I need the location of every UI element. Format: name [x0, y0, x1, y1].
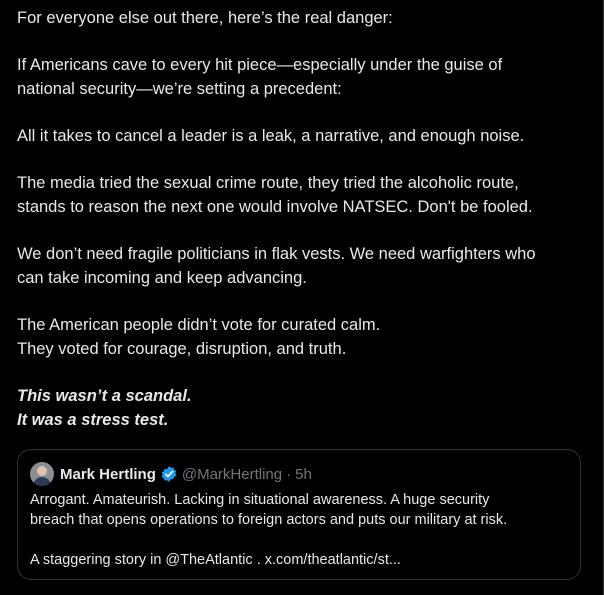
post-line: The media tried the sexual crime route, they tried the alcoholic route,	[17, 174, 519, 192]
post-line: For everyone else out there, here’s the real danger:	[17, 9, 393, 27]
quoted-text-spacer	[30, 530, 570, 550]
avatar-head	[37, 466, 47, 476]
post-emphasis	[17, 384, 587, 432]
post-line: can take incoming and keep advancing.	[17, 269, 307, 287]
post-paragraph-5	[17, 242, 587, 290]
quoted-link-line[interactable]: A staggering story in @TheAtlantic . x.com/theatlantic/st...	[30, 552, 401, 568]
post-line: All it takes to cancel a leader is a leak, a narrative, and enough noise.	[17, 127, 525, 145]
post-line: national security—we’re setting a precedent:	[17, 80, 342, 98]
post-paragraph-1	[17, 6, 587, 30]
quoted-post-card[interactable]	[17, 449, 581, 580]
post-paragraph-2	[17, 53, 587, 101]
avatar[interactable]	[30, 462, 54, 486]
post-line: We don’t need fragile politicians in flak vests. We need warfighters who	[17, 245, 536, 263]
quoted-author-name[interactable]: Mark Hertling	[60, 465, 156, 483]
avatar-shoulders	[33, 477, 51, 486]
post-paragraph-6	[17, 313, 587, 361]
quoted-post-time[interactable]: 5h	[295, 465, 312, 483]
post-line: stands to reason the next one would involve NATSEC. Don't be fooled.	[17, 198, 533, 216]
quoted-text-line: breach that opens operations to foreign actors and puts our military at risk.	[30, 512, 508, 528]
post-line: If Americans cave to every hit piece—especially under the guise of	[17, 56, 503, 74]
post-paragraph-4	[17, 171, 587, 219]
verified-badge-icon	[160, 465, 178, 483]
post-line: They voted for courage, disruption, and truth.	[17, 340, 347, 358]
separator-dot: ·	[286, 465, 292, 483]
quoted-post-header	[30, 462, 312, 486]
emphasis-line: This wasn’t a scandal.	[17, 387, 192, 405]
quoted-text-line: Arrogant. Amateurish. Lacking in situational awareness. A huge security	[30, 492, 490, 508]
post-line: The American people didn’t vote for curated calm.	[17, 316, 381, 334]
quoted-author-handle[interactable]: @MarkHertling	[181, 465, 283, 483]
post-paragraph-3	[17, 124, 587, 148]
post-body	[17, 6, 587, 455]
quoted-post-text	[30, 490, 570, 570]
emphasis-line: It was a stress test.	[17, 411, 169, 429]
